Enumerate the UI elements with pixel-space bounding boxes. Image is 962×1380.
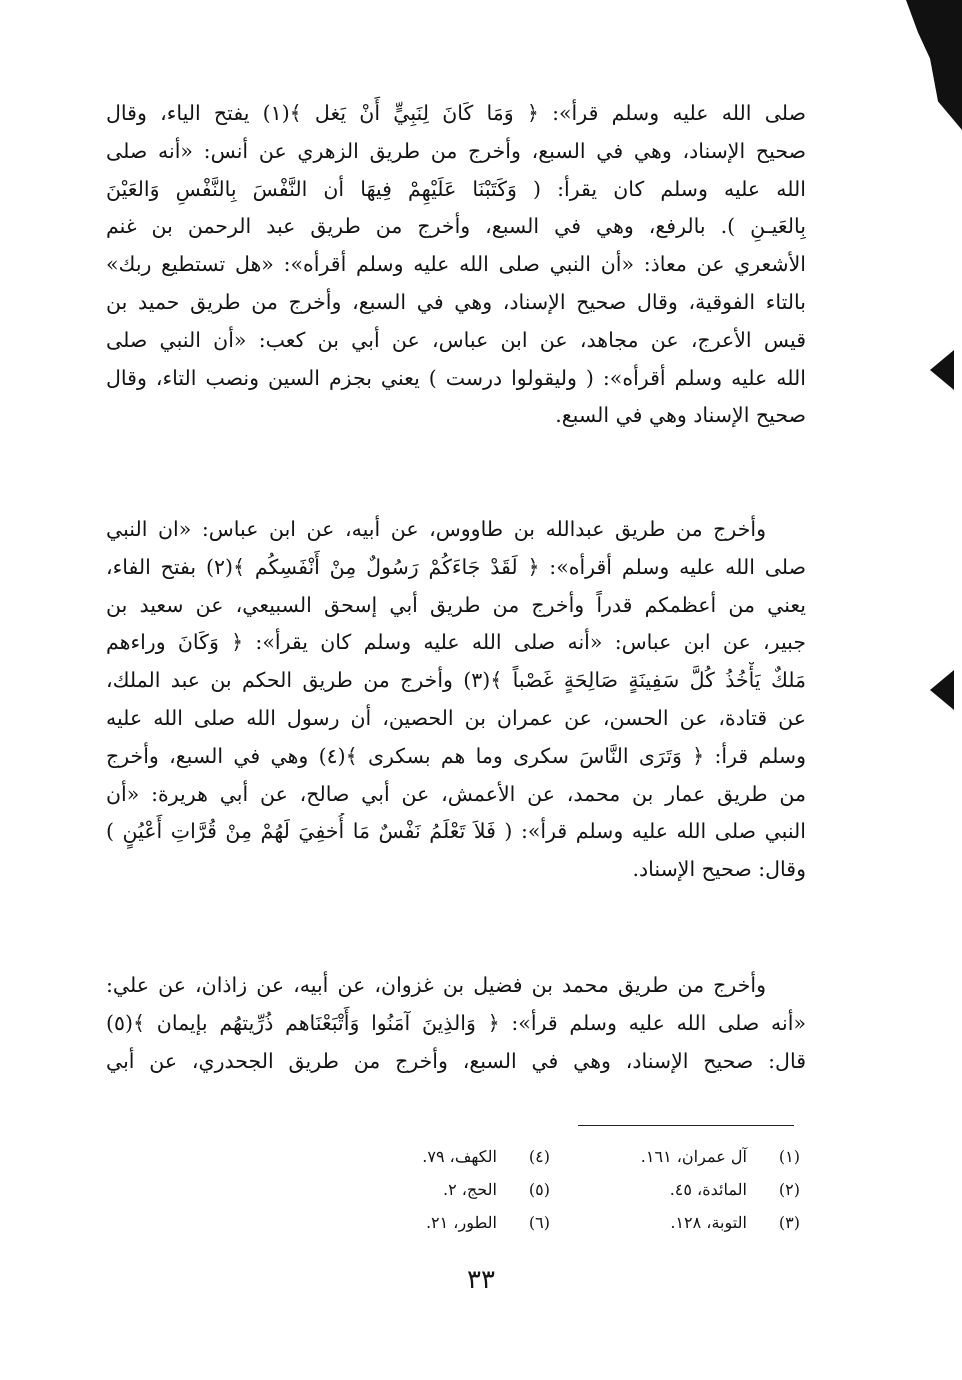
footnote bbox=[550, 1206, 800, 1239]
footnote-number: (٥) bbox=[528, 1180, 550, 1199]
paragraph-3 bbox=[106, 967, 806, 1080]
text-line: الله عليه وسلم كان يقرأ: ( وَكَتَبْنَا عَلَيْهِمْ فِيهَا أن النَّفْسَ بِالنَّفْسِ وَالعَيْنَ bbox=[106, 176, 806, 201]
footnote bbox=[550, 1173, 800, 1206]
text-line: صلى الله عليه وسلم أقرأه»: ﴿ لَقَدْ جَاءَكُمْ رَسُولٌ مِنْ أَنْفَسِكُم ﴾(٢) بفتح الفاء، bbox=[106, 554, 806, 579]
text-line: من طريق عمار بن محمد، عن الأعمش، عن أبي صالح، عن أبي هريرة: «أن bbox=[106, 781, 806, 806]
text-line: وأخرج من طريق محمد بن فضيل بن غزوان، عن أبيه، عن زاذان، عن علي: bbox=[106, 973, 766, 997]
footnote-number: (٢) bbox=[778, 1180, 800, 1199]
text-line: مَلكٌ يَأْخُذُ كُلَّ سَفِينَةٍ صَالِحَةٍ غَصْباً ﴾(٣) وأخرج من طريق الحكم بن عبد الملك، bbox=[106, 668, 806, 693]
footnote bbox=[300, 1140, 550, 1173]
footnote bbox=[300, 1173, 550, 1206]
footnote-text: المائدة، ٤٥. bbox=[669, 1180, 747, 1199]
text-line: صحيح الإسناد وهي في السبع. bbox=[555, 403, 806, 428]
footnote-number: (٦) bbox=[528, 1213, 550, 1232]
text-line: وسلم قرأ: ﴿ وَتَرَى النَّاسَ سكرى وما هم بسكرى ﴾(٤) وهي في السبع، وأخرج bbox=[106, 743, 806, 768]
text-line: قيس الأعرج، عن مجاهد، عن ابن عباس، عن أبي بن كعب: «أن النبي صلى bbox=[106, 327, 806, 352]
text-line: «أنه صلى الله عليه وسلم قرأ»: ﴿ وَالذِينَ آمَنُوا وَأَتْبَعْنَاهم ذُرِّيتهُم بإيمان ﴾(٥) bbox=[106, 1010, 806, 1035]
footnote bbox=[550, 1140, 800, 1173]
text-line: بِالعَيـنِ ). بالرفع، وهي في السبع، وأخرج من طريق عبد الرحمن بن غنم bbox=[106, 214, 806, 239]
footnote-text: التوبة، ١٢٨. bbox=[670, 1213, 747, 1232]
scan-edge-mark bbox=[930, 350, 954, 390]
footnote-text: آل عمران، ١٦١. bbox=[640, 1147, 747, 1166]
text-line: الله عليه وسلم أقرأه»: ( وليقولوا درست ) يعني بجزم السين ونصب التاء، وقال bbox=[106, 365, 806, 390]
text-line: وأخرج من طريق عبدالله بن طاووس، عن أبيه، عن ابن عباس: «ان النبي bbox=[106, 517, 766, 541]
paragraph-2 bbox=[106, 511, 806, 889]
text-line: يعني من أعظمكم قدراً وأخرج من طريق أبي إسحق السبيعي، عن سعيد بن bbox=[106, 592, 806, 617]
footnote-number: (٣) bbox=[778, 1213, 800, 1232]
footnote-text: الطور، ٢١. bbox=[425, 1213, 497, 1232]
text-line: وقال: صحيح الإسناد. bbox=[632, 857, 806, 882]
text-line: قال: صحيح الإسناد، وهي في السبع، وأخرج من طريق الجحدري، عن أبي bbox=[106, 1048, 806, 1073]
text-line: النبي صلى الله عليه وسلم قرأ»: ( فَلاَ تَعْلَمُ نَفْسٌ مَا أُخفِيَ لَهُمْ مِنْ قُرَّاتِ أَعْيُنٍ ) bbox=[106, 819, 806, 844]
paragraph-1 bbox=[106, 95, 806, 435]
footnote-divider bbox=[578, 1125, 794, 1126]
footnote-text: الحج، ٢. bbox=[442, 1180, 497, 1199]
text-line: بالتاء الفوقية، وقال صحيح الإسناد، وهي في السبع، وأخرج من طريق حميد بن bbox=[106, 289, 806, 314]
text-line: صحيح الإسناد، وهي في السبع، وأخرج من طريق الزهري عن أنس: «أنه صلى bbox=[106, 138, 806, 163]
scan-edge-mark bbox=[930, 670, 954, 710]
text-line: الأشعري عن معاذ: «أن النبي صلى الله عليه وسلم أقرأه»: «هل تستطيع ربك» bbox=[106, 252, 806, 277]
footnote bbox=[300, 1206, 550, 1239]
footnotes bbox=[300, 1140, 800, 1239]
text-line: صلى الله عليه وسلم قرأ»: ﴿ وَمَا كَانَ لِنَبِيٍّ أَنْ يَغل ﴾(١) يفتح الياء، وقال bbox=[106, 101, 806, 125]
page-number: ٣٣ bbox=[467, 1265, 495, 1295]
footnote-number: (١) bbox=[778, 1147, 800, 1166]
text-line: جبير، عن ابن عباس: «أنه صلى الله عليه وسلم كان يقرأ»: ﴿ وَكَانَ وراءهم bbox=[106, 630, 806, 655]
footnote-text: الكهف، ٧٩. bbox=[422, 1147, 497, 1166]
scan-edge-artifact bbox=[882, 0, 962, 130]
footnote-number: (٤) bbox=[528, 1147, 550, 1166]
text-line: عن قتادة، عن الحسن، عن عمران بن الحصين، أن رسول الله صلى الله عليه bbox=[106, 705, 806, 730]
